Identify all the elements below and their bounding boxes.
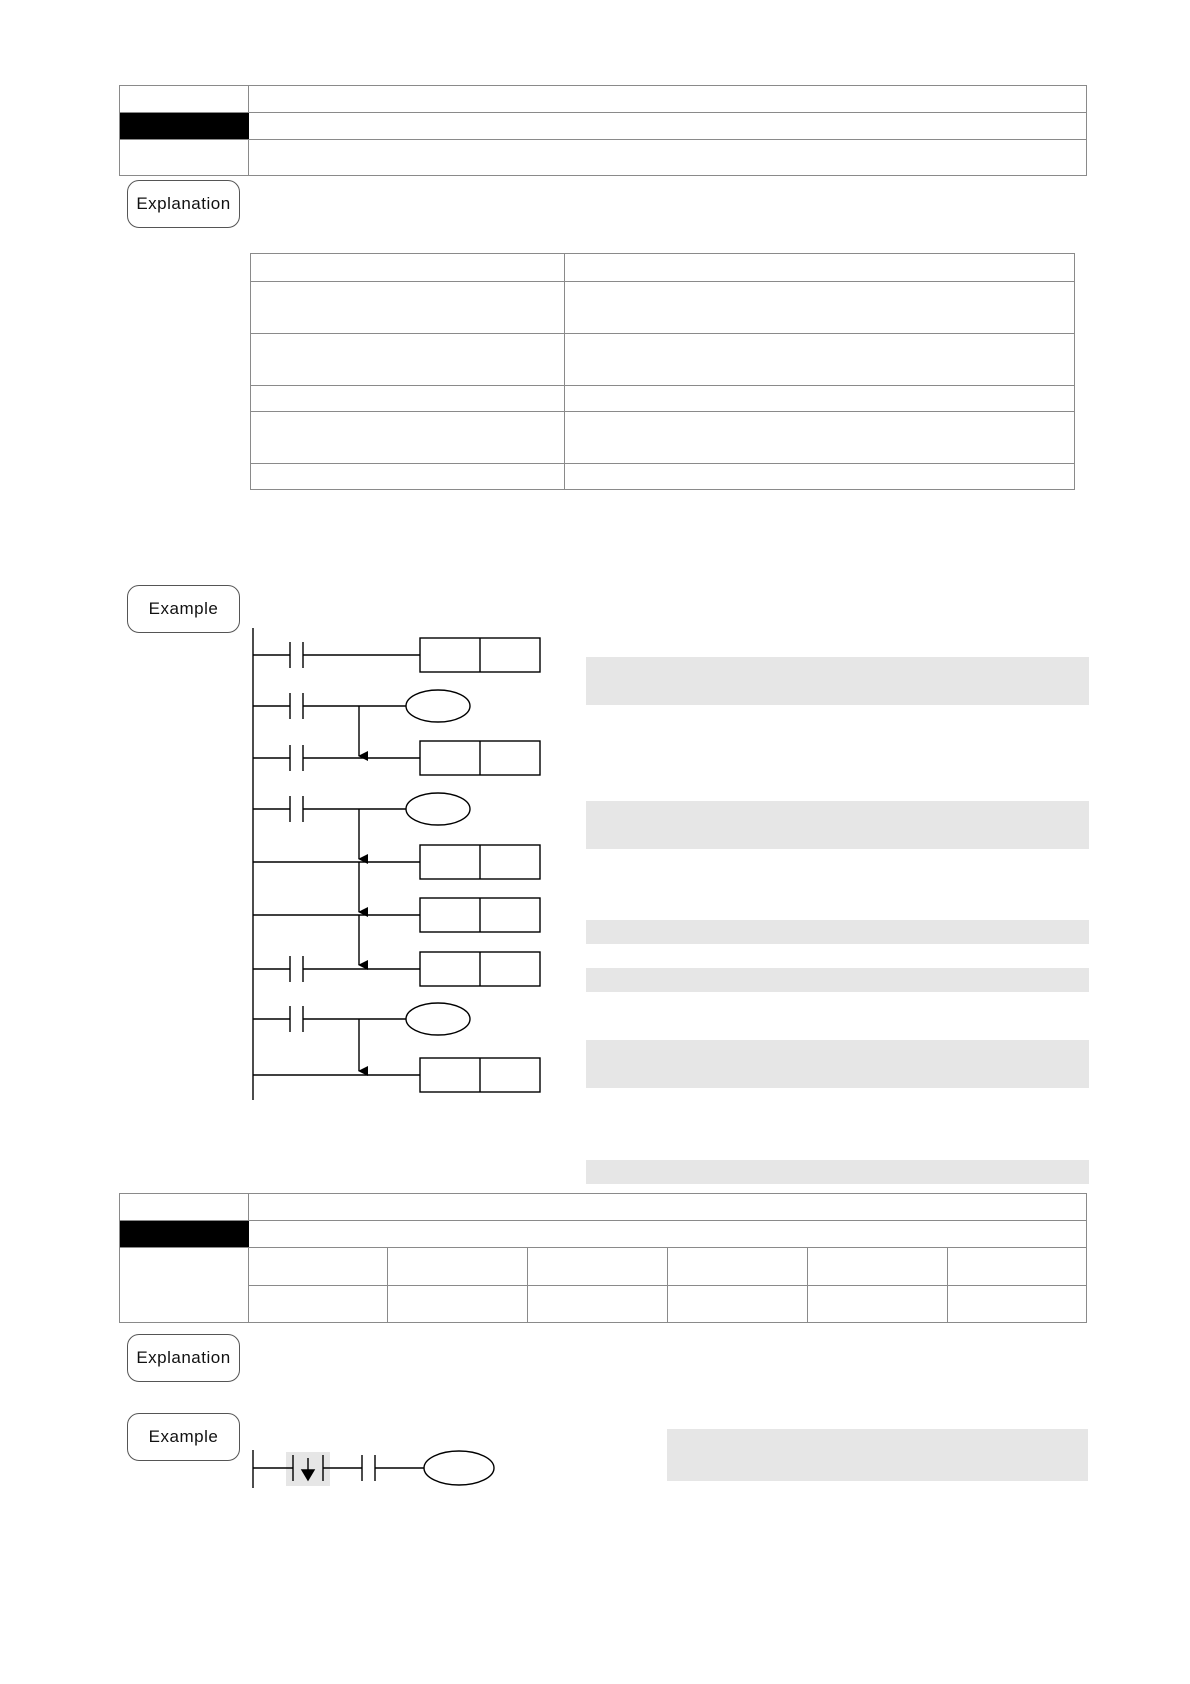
- example-badge: Example: [127, 1413, 240, 1461]
- inverter-arrow-icon: [293, 1455, 323, 1481]
- normally-open-contact-icon: [362, 1455, 375, 1481]
- explanation-badge: Explanation: [127, 1334, 240, 1382]
- output-coil-icon: [424, 1451, 494, 1485]
- example-badge: Example: [127, 585, 240, 633]
- explanation-badge: Explanation: [127, 180, 240, 228]
